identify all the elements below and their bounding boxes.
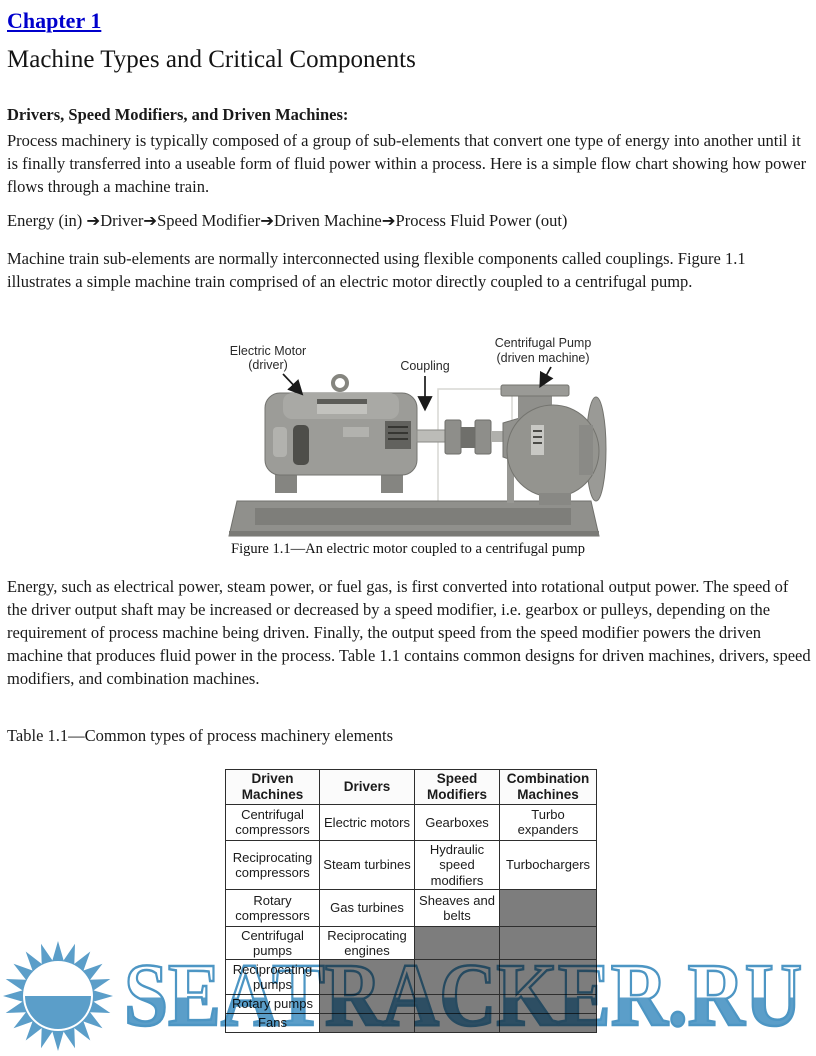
- col-header-combination-machines: Combination Machines: [500, 770, 597, 805]
- table-cell: [500, 889, 597, 926]
- table-cell: [415, 1013, 500, 1032]
- label-centrifugal-pump: Centrifugal Pump: [494, 336, 592, 350]
- table-cell: Centrifugal compressors: [226, 804, 320, 840]
- table-row: [226, 960, 597, 995]
- table-cell: Fans: [226, 1013, 320, 1032]
- power-flow-line: Energy (in) ➔Driver➔Speed Modifier➔Driven Machine➔Process Fluid Power (out): [7, 211, 568, 230]
- section-heading: Drivers, Speed Modifiers, and Driven Machines:: [7, 105, 349, 124]
- table-cell: Sheaves and belts: [415, 889, 500, 926]
- figure-caption: Figure 1.1—An electric motor coupled to a centrifugal pump: [231, 541, 585, 557]
- page-title: Machine Types and Critical Components: [7, 46, 416, 73]
- table-cell: [320, 995, 415, 1013]
- label-driven-machine: (driven machine): [496, 351, 590, 365]
- paragraph-couplings: Machine train sub-elements are normally interconnected using flexible components called couplings. Figure 1.1 illustrates a simple machine train comprised of an electric motor directly coupled to a centrifugal pump.: [7, 249, 746, 291]
- col-header-drivers: Drivers: [320, 770, 415, 805]
- table-cell: Rotary compressors: [226, 889, 320, 926]
- table-cell: Gearboxes: [415, 804, 500, 840]
- table-cell: [320, 1013, 415, 1032]
- table-row: [226, 926, 597, 960]
- table-cell: [500, 1013, 597, 1032]
- col-header-driven-machines: Driven Machines: [226, 770, 320, 805]
- table-cell: [415, 926, 500, 960]
- watermark-text-label: SEATRACKER.RU: [124, 953, 802, 1037]
- table-cell: [415, 995, 500, 1013]
- label-coupling: Coupling: [400, 359, 450, 373]
- arrow-to-pump: [541, 367, 551, 385]
- table-header-row: [226, 770, 597, 805]
- table-cell: Hydraulic speed modifiers: [415, 840, 500, 889]
- coupling-drawing: [417, 420, 505, 454]
- label-driver: (driver): [248, 358, 288, 372]
- table-title: Table 1.1—Common types of process machinery elements: [7, 726, 394, 745]
- table-cell: Turbochargers: [500, 840, 597, 889]
- table-cell: Gas turbines: [320, 889, 415, 926]
- table-cell: [415, 960, 500, 995]
- table-cell: Electric motors: [320, 804, 415, 840]
- table-cell: Turbo expanders: [500, 804, 597, 840]
- machinery-types-table: [225, 769, 597, 1033]
- table-cell: Reciprocating compressors: [226, 840, 320, 889]
- chapter-link[interactable]: Chapter 1: [7, 8, 102, 33]
- figure-motor-pump-image: [213, 331, 613, 543]
- table-cell: [500, 960, 597, 995]
- table-cell: [500, 926, 597, 960]
- table-row: [226, 804, 597, 840]
- table-cell: Centrifugal pumps: [226, 926, 320, 960]
- arrow-to-motor: [283, 374, 301, 393]
- table-cell: Steam turbines: [320, 840, 415, 889]
- table-row: [226, 1013, 597, 1032]
- watermark-sun-icon: [0, 938, 116, 1054]
- table-cell: Rotary pumps: [226, 995, 320, 1013]
- base-skid: [229, 501, 599, 536]
- table-cell: Reciprocating pumps: [226, 960, 320, 995]
- col-header-speed-modifiers: Speed Modifiers: [415, 770, 500, 805]
- paragraph-intro: Process machinery is typically composed of a group of sub-elements that convert one type of energy into another until it is finally transferred into a useable form of fluid power within a process. Here is a simple flow chart showing how power flows through a machine train.: [7, 131, 807, 196]
- table-cell: Reciprocating engines: [320, 926, 415, 960]
- table-cell: [500, 995, 597, 1013]
- electric-motor-drawing: [265, 376, 417, 493]
- table-cell: [320, 960, 415, 995]
- label-electric-motor: Electric Motor: [229, 344, 307, 358]
- centrifugal-pump-drawing: [501, 385, 606, 505]
- table-row: [226, 995, 597, 1013]
- paragraph-energy: Energy, such as electrical power, steam power, or fuel gas, is first converted into rotational output power. The speed of the driver output shaft may be increased or decreased by a speed modifier, i.e. gearbox or pulleys, depending on the requirement of process machine being driven. Finally, the output speed from the speed modifier powers the driven machine that produces fluid power in the process. Table 1.1 contains common designs for driven machines, drivers, speed modifiers, and combination machines.: [7, 577, 811, 688]
- table-row: [226, 889, 597, 926]
- table-row: [226, 840, 597, 889]
